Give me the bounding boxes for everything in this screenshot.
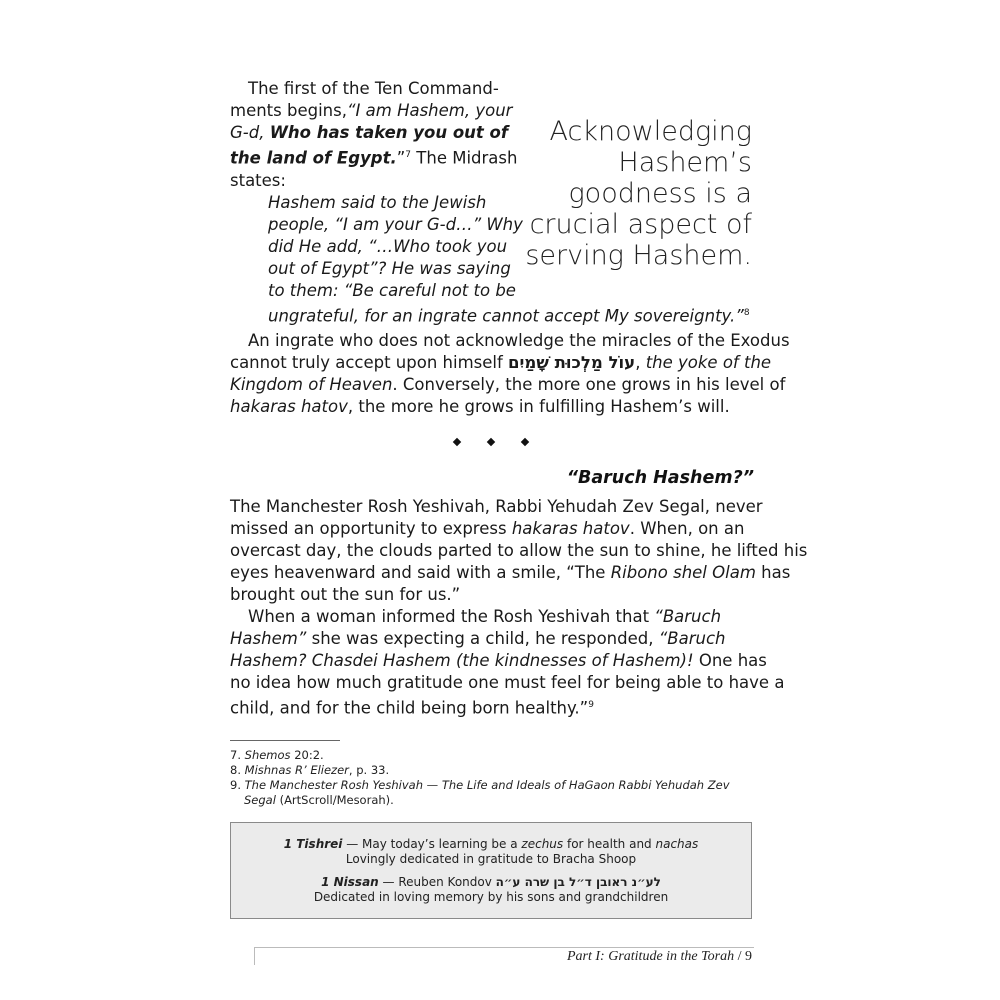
- quote-line: people, “I am your G-d…” Why: [268, 215, 523, 234]
- dedication-text: Lovingly dedicated in gratitude to Bracha Shoop: [345, 852, 637, 866]
- section-italic: “Baruch: [654, 607, 722, 626]
- section-italic: Hashem”: [230, 629, 307, 648]
- section-line: no idea how much gratitude one must feel for being able to have a: [230, 673, 785, 692]
- para-text: ,: [635, 353, 646, 372]
- dedication-text: — May today’s learning be a: [342, 837, 522, 851]
- footnote-text: 20:2.: [290, 748, 324, 762]
- section-text: . When, on an: [629, 519, 745, 538]
- hebrew-phrase: עוֹל מַלְכוּת שָׁמַיִם: [508, 353, 636, 372]
- intro-paragraph: [230, 78, 518, 192]
- diamond-icon: [521, 438, 529, 446]
- dedication-box: [230, 822, 752, 919]
- footnote-source: Segal: [244, 793, 276, 807]
- para-italic: the yoke of the: [645, 353, 772, 372]
- section-line: The Manchester Rosh Yeshivah, Rabbi Yehudah Zev Segal, never: [230, 497, 763, 516]
- section-heading: “Baruch Hashem?”: [566, 468, 754, 488]
- section-italic: hakaras hatov: [511, 519, 630, 538]
- footnote-text: , p. 33.: [348, 763, 390, 777]
- intro-quote-bold: Who has taken you out of: [269, 123, 509, 142]
- section-divider: [440, 432, 542, 450]
- footnote-8: [230, 763, 755, 778]
- footnotes: [230, 748, 755, 808]
- pull-quote-line: serving Hashem.: [525, 240, 752, 271]
- paragraph-two: [230, 330, 790, 418]
- section-text: she was expecting a child, he responded,: [306, 629, 659, 648]
- para-text: . Conversely, the more one grows in his level of: [392, 375, 786, 394]
- footnote-ref: 9: [588, 700, 594, 710]
- dedication-text: Dedicated in loving memory by his sons and grandchildren: [313, 890, 669, 904]
- section-text: One has: [693, 651, 767, 670]
- pull-quote-line: crucial aspect of: [529, 209, 752, 240]
- footnote-ref: 7: [405, 150, 412, 160]
- para-line: An ingrate who does not acknowledge the miracles of the Exodus: [248, 331, 790, 350]
- section-text: When a woman informed the Rosh Yeshivah that: [248, 607, 655, 626]
- running-foot-title: Part I: Gratitude in the Torah: [567, 949, 735, 964]
- running-foot-corner: [254, 947, 255, 965]
- intro-text: states:: [230, 170, 286, 190]
- para-italic: Kingdom of Heaven: [230, 375, 393, 394]
- dedication-date: 1 Nissan: [321, 875, 379, 889]
- pull-quote-line: goodness is a: [568, 178, 752, 209]
- section-italic: Hashem? Chasdei Hashem (the kindnesses of Hashem)!: [230, 651, 694, 670]
- intro-text: The first of the Ten Command-: [248, 79, 499, 98]
- pull-quote: [520, 116, 752, 271]
- section-line: overcast day, the clouds parted to allow the sun to shine, he lifted his: [230, 541, 808, 560]
- footnote-source: The Manchester Rosh Yeshivah — The Life and Ideals of HaGaon Rabbi Yehudah Zev: [244, 778, 730, 792]
- intro-quote: “I am Hashem, your: [346, 101, 513, 120]
- dedication-text: — Reuben Kondov: [378, 875, 496, 889]
- intro-text: ”: [396, 148, 406, 168]
- footnote-9: [230, 778, 755, 793]
- footnote-number: 7.: [230, 748, 245, 762]
- page-number: 9: [745, 949, 752, 964]
- section-text: eyes heavenward and said with a smile, “The: [230, 563, 611, 582]
- footnote-source: Shemos: [244, 748, 291, 762]
- section-italic: “Baruch: [658, 629, 726, 648]
- running-foot-rule: [254, 947, 754, 948]
- pull-quote-line: Hashem’s: [618, 147, 752, 178]
- dedication-tishrei: [231, 837, 751, 867]
- intro-quote: G-d,: [230, 123, 270, 142]
- section-line: brought out the sun for us.”: [230, 585, 461, 604]
- dedication-date: 1 Tishrei: [283, 837, 343, 851]
- quote-line: to them: “Be careful not to be: [268, 281, 516, 300]
- dedication-nissan: [231, 875, 751, 905]
- dedication-text: for health and: [563, 837, 656, 851]
- footnote-7: [230, 748, 755, 763]
- quote-line: out of Egypt”? He was saying: [268, 259, 511, 278]
- section-text: missed an opportunity to express: [230, 519, 512, 538]
- footnote-number: 8.: [230, 763, 245, 777]
- para-text: cannot truly accept upon himself: [230, 353, 509, 372]
- running-foot: [567, 949, 752, 965]
- section-italic: Ribono shel Olam: [610, 563, 756, 582]
- diamond-icon: [487, 438, 495, 446]
- footnote-9-cont: [230, 793, 755, 808]
- dedication-italic: nachas: [655, 837, 699, 851]
- footnote-source: Mishnas R’ Eliezer: [244, 763, 349, 777]
- intro-text: The Midrash: [411, 148, 518, 168]
- quote-line: ungrateful, for an ingrate cannot accept My sovereignty.”: [268, 306, 744, 326]
- footnote-text: (ArtScroll/Mesorah).: [275, 793, 394, 807]
- section-text: has: [755, 563, 791, 582]
- intro-text: ments begins,: [230, 101, 347, 120]
- pull-quote-line: Acknowledging: [549, 116, 752, 147]
- footnote-number: 9.: [230, 778, 245, 792]
- midrash-quote: [268, 192, 523, 302]
- footnote-rule: [230, 740, 340, 741]
- intro-quote-bold: the land of Egypt.: [230, 148, 397, 168]
- section-text: child, and for the child being born healthy.”: [230, 698, 589, 718]
- section-body: [230, 496, 808, 720]
- footnote-ref: 8: [743, 308, 750, 318]
- quote-line: did He add, “…Who took you: [268, 237, 508, 256]
- para-italic: hakaras hatov: [230, 397, 348, 416]
- dedication-hebrew: לע״נ ראובן ד״ל בן שרה ע״ה: [495, 875, 661, 889]
- diamond-icon: [453, 438, 461, 446]
- para-text: , the more he grows in fulfilling Hashem’s will.: [347, 397, 730, 416]
- quote-line: Hashem said to the Jewish: [268, 193, 487, 212]
- running-foot-separator: /: [734, 949, 745, 964]
- quote-last-line: [268, 302, 750, 328]
- dedication-italic: zechus: [521, 837, 564, 851]
